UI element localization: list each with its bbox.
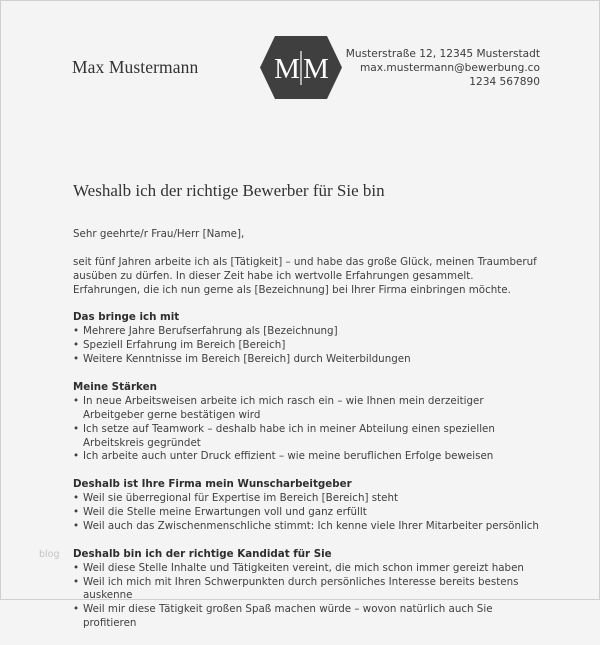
list-item: • Mehrere Jahre Berufserfahrung als [Bezeichnung]: [73, 325, 543, 339]
watermark-text: blog: [39, 549, 60, 560]
list-item: • Weitere Kenntnisse im Bereich [Bereich] durch Weiterbildungen: [73, 353, 543, 367]
section-heading: Deshalb ist Ihre Firma mein Wunscharbeitgeber: [73, 478, 352, 491]
intro-paragraph: seit fünf Jahren arbeite ich als [Tätigkeit] – und habe das große Glück, meinen Traumberuf ausüben zu dürfen. In dieser Zeit habe ich wertvolle Erfahrungen gesammelt. Erfahrungen, die ich nun gerne als [Bezeichnung] bei Ihrer Firma einbringen möchte.: [73, 255, 537, 296]
salutation: Sehr geehrte/r Frau/Herr [Name],: [73, 228, 245, 240]
section-heading: Deshalb bin ich der richtige Kandidat für Sie: [73, 547, 332, 560]
list-item: • Ich arbeite auch unter Druck effizient – wie meine beruflichen Erfolge beweisen: [73, 450, 543, 464]
monogram-left: M: [274, 53, 300, 85]
contact-address: Musterstraße 12, 12345 Musterstadt: [345, 48, 540, 60]
section-qualifications: [73, 311, 543, 367]
list-item: • In neue Arbeitsweisen arbeite ich mich rasch ein – wie Ihnen mein derzeitiger Arbeitgeber gerne bestätigen wird: [73, 395, 543, 423]
letter-body: [73, 228, 543, 645]
section-preferred-employer: [73, 478, 543, 534]
list-item: • Weil mir diese Tätigkeit großen Spaß machen würde – wovon natürlich auch Sie profitieren: [73, 603, 543, 631]
list-item: • Weil die Stelle meine Erwartungen voll und ganz erfüllt: [73, 506, 543, 520]
document-title: Weshalb ich der richtige Bewerber für Sie bin: [73, 181, 385, 200]
contact-block: [346, 47, 540, 89]
section-right-candidate: [73, 548, 543, 631]
list-item: • Weil ich mich mit Ihren Schwerpunkten durch persönliches Interesse bereits bestens auskenne: [73, 576, 543, 604]
contact-phone: 1234 567890: [469, 76, 540, 88]
hexagon-monogram-logo-icon: [260, 36, 342, 99]
list-item: • Weil sie überregional für Expertise im Bereich [Bereich] steht: [73, 492, 543, 506]
list-item: • Weil auch das Zwischenmenschliche stimmt: Ich kenne viele Ihrer Mitarbeiter persönlich: [73, 520, 543, 534]
applicant-name: Max Mustermann: [72, 57, 199, 77]
section-strengths: [73, 381, 543, 464]
section-heading: Das bringe ich mit: [73, 311, 180, 324]
contact-email: max.mustermann@bewerbung.co: [359, 62, 540, 74]
list-item: • Ich setze auf Teamwork – deshalb habe ich in meiner Abteilung einen speziellen Arbeitskreis gegründet: [73, 423, 543, 451]
monogram-right: M: [303, 53, 329, 85]
list-item: • Weil diese Stelle Inhalte und Tätigkeiten vereint, die mich schon immer gereizt haben: [73, 562, 543, 576]
list-item: • Speziell Erfahrung im Bereich [Bereich]: [73, 339, 543, 353]
section-heading: Meine Stärken: [73, 380, 157, 393]
